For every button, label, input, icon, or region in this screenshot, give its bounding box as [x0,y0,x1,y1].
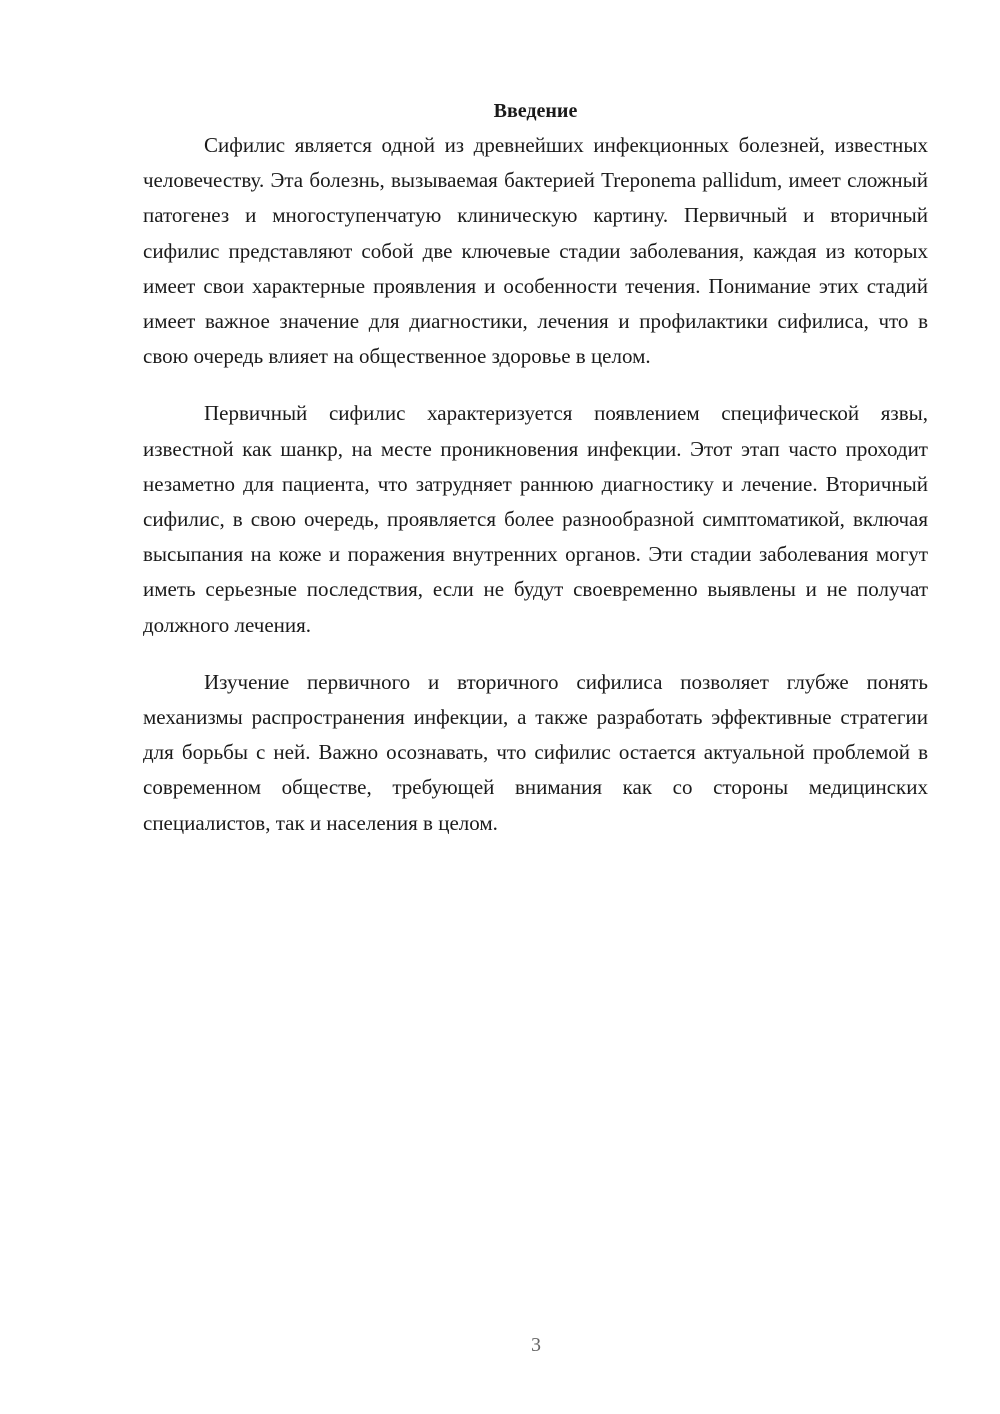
page-number: 3 [531,1334,541,1356]
paragraph-1: Сифилис является одной из древнейших инфекционных болезней, известных человечеству. Эта болезнь, вызываемая бактерией Treponema pallidum, имеет сложный патогенез и многоступенчатую клиническую картину. Первичный и вторичный сифилис представляют собой две ключевые стадии заболевания, каждая из которых имеет свои характерные проявления и особенности течения. Понимание этих стадий имеет важное значение для диагностики, лечения и профилактики сифилиса, что в свою очередь влияет на общественное здоровье в целом. [143,133,928,369]
paragraph-3: Изучение первичного и вторичного сифилиса позволяет глубже понять механизмы распространения инфекции, а также разработать эффективные стратегии для борьбы с ней. Важно осознавать, что сифилис остается актуальной проблемой в современном обществе, требующей внимания как со стороны медицинских специалистов, так и населения в целом. [143,669,928,835]
page-content [143,96,928,863]
paragraph-2: Первичный сифилис характеризуется появлением специфической язвы, известной как шанкр, на месте проникновения инфекции. Этот этап часто проходит незаметно для пациента, что затрудняет раннюю диагностику и лечение. Вторичный сифилис, в свою очередь, проявляется более разнообразной симптоматикой, включая высыпания на коже и поражения внутренних органов. Эти стадии заболевания могут иметь серьезные последствия, если не будут своевременно выявлены и не получат должного лечения. [143,401,928,637]
section-title: Введение [493,100,578,122]
